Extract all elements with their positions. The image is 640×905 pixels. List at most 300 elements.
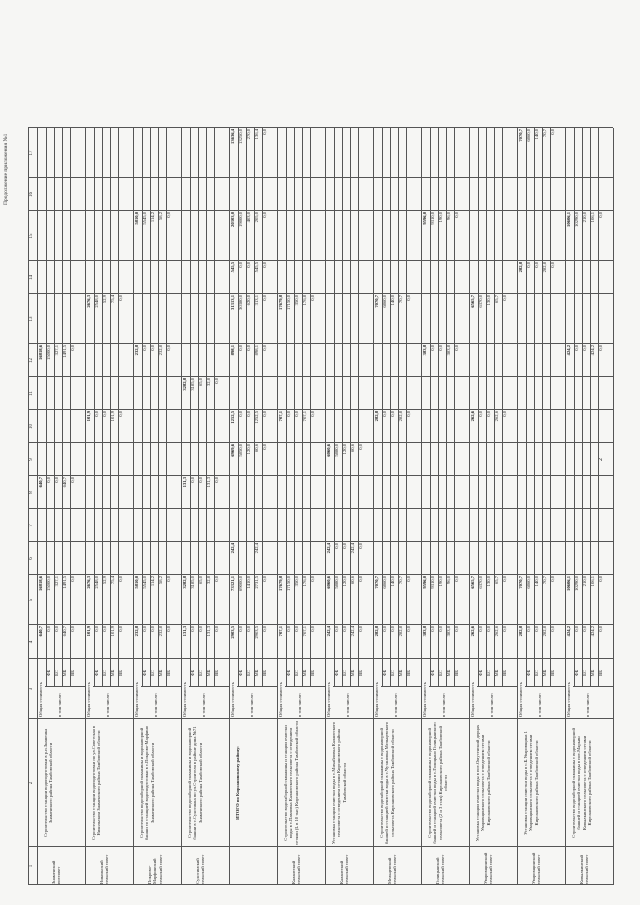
amount-cell: 210,0 [582,576,587,587]
incl-label: в том числе: [441,693,446,717]
amount-cell: 2548,0 [94,576,99,589]
amount-cell: 3282,8 [182,576,187,589]
amount-cell: 707,1 [302,626,307,637]
amount-cell: 6860,0 [382,576,387,589]
amount-cell: 0,0 [142,345,147,351]
amount-cell: 242,4 [326,626,331,637]
total-cost-label: Общая стоимость [326,682,331,717]
grid-line [381,686,421,687]
amount-cell: 0,0 [534,262,539,268]
incl-label: в том числе: [537,693,542,717]
amount-cell: 0,0 [430,345,435,351]
grid-line [573,686,613,687]
amount-cell: 0,0 [262,212,267,218]
amount-cell: 19800,0 [238,212,243,227]
amount-cell: 52,9 [102,295,107,304]
amount-cell: 3282,8 [182,378,187,391]
total-cost-label: Общая стоимость [374,682,379,717]
fund-label: БС [486,670,491,676]
amount-cell: 52,9 [102,576,107,585]
amount-cell: 0,0 [246,626,251,632]
fund-label: БС [246,670,251,676]
grid-line [613,128,614,885]
fund-label: ВБ [454,670,459,676]
amount-cell: 0,0 [534,626,539,632]
amount-cell: 6860,0 [382,295,387,308]
amount-cell: 545,5 [254,262,259,273]
amount-cell: 383,8 [446,345,451,356]
amount-cell: 6565,7 [470,295,475,308]
column-header: 16 [29,192,34,197]
amount-cell: 0,0 [118,626,123,632]
grid-line [28,718,613,719]
fund-label: БС [438,670,443,676]
amount-cell: 640,7 [38,626,43,637]
amount-cell: 101,9 [110,411,115,422]
amount-cell: 0,0 [430,626,435,632]
amount-cell: 6060,6 [326,444,331,457]
column-header: 10 [29,424,34,429]
amount-cell: 30380,0 [238,295,243,310]
amount-cell: 282,8 [374,411,379,422]
amount-cell: 0,0 [246,411,251,417]
amount-cell: 0,0 [550,129,555,135]
amount-cell: 140,0 [390,576,395,587]
amount-cell: 0,0 [598,626,603,632]
settlement-name [243,848,275,884]
fund-label: МБ [542,669,547,677]
amount-cell: 383,8 [422,345,427,356]
incl-label: в том числе: [393,693,398,717]
amount-cell: 898,1 [230,345,235,356]
amount-cell: 424,2 [566,345,571,356]
amount-cell: 75,4 [110,576,115,585]
fund-label: БС [534,670,539,676]
amount-cell: 120,0 [342,444,347,455]
amount-cell: 7070,7 [374,295,379,308]
grid-line [85,128,86,885]
object-description: Строительство водозаборной скважины и водонапорной башни в с.Сухотинка по ул.Строителя в районе дома №71 Знаменского района Тамбовской области [187,726,203,840]
amount-cell: 140,0 [534,129,539,140]
total-cost-label: Общая стоимость [38,682,43,717]
column-header: 17 [29,150,34,156]
fund-label: ФБ [526,669,531,677]
grid-line [477,686,517,687]
amount-cell: 282,8 [542,626,547,637]
amount-cell: 242,4 [230,543,235,554]
amount-cell: 6969,6 [230,444,235,457]
incl-label: в том числе: [585,693,590,717]
amount-cell: 0,0 [70,576,75,582]
fund-label: ВБ [310,670,315,676]
amount-cell: 96,0 [446,212,451,221]
amount-cell: 424,2 [566,626,571,637]
amount-cell: 0,0 [54,477,59,483]
amount-cell: 101,9 [86,626,91,637]
amount-cell: 106,1 [590,212,595,223]
amount-cell: 282,8 [398,411,403,422]
amount-cell: 0,0 [574,345,579,351]
amount-cell: 32,8 [206,576,211,585]
object-description: Установка станции очистки воды в пос.Омутенский дорцах Уваровщинского сельсовета с отведением сетями Кирсановского района Тамбовской области [475,724,491,842]
column-header: 11 [29,391,34,396]
settlement-name: Ковылкинский сельский совет [579,854,590,884]
object-description: Строительство водозаборной скважины с водонапорной башней и станцией очистки воды в с.Чутановка Мельцевского сельсовета Кирсановского района Тамбовской области [379,721,395,845]
amount-cell: 0,0 [262,295,267,301]
amount-cell: 0,0 [390,626,395,632]
amount-cell: 0,0 [214,477,219,483]
amount-cell: 190,0 [438,576,443,587]
amount-cell: 0,0 [294,411,299,417]
amount-cell: 15000,0 [46,345,51,360]
amount-cell: 383,8 [422,626,427,637]
amount-cell: 0,0 [238,345,243,351]
amount-cell: 6060,6 [326,576,331,589]
column-header: 9 [29,458,34,461]
amount-cell: 0,0 [550,262,555,268]
grid-line [285,686,325,687]
amount-cell: 31313,1 [230,295,235,310]
fund-label: МБ [206,669,211,677]
settlement-name: Мельцевский сельский совет [387,854,398,884]
object-description: Строительство станции водоподготовки по ул.Советская в Никольском Знаменского района Тамбовской области [91,725,102,841]
fund-label: ФБ [46,669,51,677]
amount-cell: 130,0 [486,576,491,587]
amount-cell: 707,1 [278,411,283,422]
amount-cell: 640,7 [62,626,67,637]
amount-cell: 0,0 [478,411,483,417]
amount-cell: 106,1 [590,576,595,587]
amount-cell: 0,0 [382,411,387,417]
amount-cell: 17679,8 [278,295,283,310]
amount-cell: 5545,0 [142,212,147,225]
fund-label: ФБ [334,669,339,677]
budget-table [28,9,620,885]
amount-cell: 0,0 [94,411,99,417]
amount-cell: 0,0 [166,626,171,632]
object-description: Строительство водозаборной скважины с водонапорной башней и станцией очистки воды в пос.Марьин Ковылкинского сельсовета с отведением сетями Кирсановского района Тамбовской области [571,728,593,838]
amount-cell: 20303,0 [230,212,235,227]
column-header: 15 [29,233,34,239]
amount-cell: 0,0 [94,626,99,632]
amount-cell: 190,0 [438,212,443,223]
amount-cell: 0,0 [358,543,363,549]
settlement-name: Покрово-Марфинский сельский совет [147,854,163,884]
fund-label: ФБ [286,669,291,677]
total-cost-label: Общая стоимость [86,682,91,717]
amount-cell: 282,8 [518,626,523,637]
amount-cell: 0,0 [406,626,411,632]
settlement-name: Знаменский поссовет [51,860,62,884]
amount-cell: 242,4 [350,543,355,554]
object-description: Строительство водозаборной скважины и станции очистки воды в с.Павловка Калаисского сельсовета с отведением сетями (L в 10 тыс) Кирсановского района Тамбовской области [283,721,299,845]
amount-cell: 13250,0 [238,129,243,144]
amount-cell: 0,0 [382,626,387,632]
amount-cell: 350,0 [294,295,299,306]
total-cost-label: Общая стоимость [278,682,283,717]
object-description: Строительство водозаборной скважины и водонапорной башни со станцией водоподготовки в с.Покрово-Марфино Знаменского района Тамбовской области [139,725,155,841]
column-header: 6 [29,557,34,560]
amount-cell: 0,0 [582,626,587,632]
amount-cell: 282,8 [542,262,547,273]
settlement-name: Уваровщинский сельский совет [531,852,542,884]
amount-cell: 0,0 [118,411,123,417]
amount-cell: 0,0 [150,345,155,351]
grid-line [141,686,181,687]
total-cost-label: Общая стоимость [566,682,571,717]
grid-line [517,128,518,885]
fund-label: ФБ [478,669,483,677]
amount-cell: 0,0 [310,411,315,417]
settlement-name: Голицынский сельский совет [435,854,446,884]
amount-cell: 10290,0 [574,576,579,591]
fund-label: БС [102,670,107,676]
amount-cell: 0,0 [46,626,51,632]
amount-cell: 640,7 [62,477,67,488]
amount-cell: 0,0 [486,626,491,632]
grid-line [28,128,29,885]
amount-cell: 0,0 [118,295,123,301]
amount-cell: 0,0 [198,626,203,632]
column-header: 3 [29,687,34,691]
amount-cell: 0,0 [166,576,171,582]
amount-cell: 0,0 [478,626,483,632]
amount-cell: 282,8 [374,626,379,637]
amount-cell: 0,0 [310,576,315,582]
amount-cell: 0,0 [486,411,491,417]
column-header: 12 [29,358,34,363]
fund-label: ВБ [166,670,171,676]
column-header: 2 [29,781,34,785]
amount-cell: 17150,0 [286,576,291,591]
amount-cell: 0,0 [526,626,531,632]
fund-label: ФБ [574,669,579,677]
amount-cell: 0,0 [438,626,443,632]
settlement-name: Уваровщинский сельский совет [483,852,494,884]
fund-label: МБ [446,669,451,677]
fund-label: ФБ [382,669,387,677]
amount-cell: 5880,0 [334,444,339,457]
fund-label: ВБ [550,670,555,676]
grid-line [93,686,133,687]
fund-label: МБ [350,669,355,677]
object-description: Строительство водозаборной скважины с водонапорной башней и станцией очистки воды в с.Голицыно Голицынского сельсовета (2 и 3 этап) Кирсановского района Тамбовской области [427,722,449,844]
amount-cell: 0,0 [102,626,107,632]
amount-cell: 176,8 [302,295,307,306]
amount-cell: 65,0 [198,576,203,585]
amount-cell: 0,0 [406,411,411,417]
fund-label: МБ [590,669,595,677]
total-cost-label: Общая стоимость [134,682,139,717]
amount-cell: 16818,6 [38,576,43,591]
amount-cell: 0,0 [294,626,299,632]
amount-cell: 0,0 [342,543,347,549]
amount-cell: 0,0 [70,626,75,632]
column-header: 5 [29,598,34,602]
amount-cell: 17150,0 [286,295,291,310]
amount-cell: 5850,0 [238,444,243,457]
grid-line [429,686,469,687]
amount-cell: 1252,5 [254,411,259,424]
amount-cell: 0,0 [262,262,267,268]
fund-label: МБ [302,669,307,677]
amount-cell: 0,0 [454,576,459,582]
amount-cell: 0,0 [334,543,339,549]
amount-cell: 0,0 [238,626,243,632]
amount-cell: 232,8 [158,626,163,637]
amount-cell: 1252,5 [230,411,235,424]
fund-label: ФБ [430,669,435,677]
amount-cell: 70,7 [542,129,547,138]
fund-label: МБ [62,669,67,677]
amount-cell: 0,0 [54,626,59,632]
incl-label: в том числе: [105,693,110,717]
amount-cell: 131,3 [206,477,211,488]
total-cost-label: Общая стоимость [230,682,235,717]
amount-cell: 282,8 [398,626,403,637]
fund-label: ФБ [94,669,99,677]
fund-label: БС [390,670,395,676]
amount-cell: 1491,5 [62,345,67,358]
amount-cell: 0,0 [150,626,155,632]
amount-cell: 6860,0 [526,129,531,142]
grid-line [237,686,277,687]
amount-cell: 403,0 [246,212,251,223]
settlement-name: Калаисский сельский совет [339,854,350,884]
fund-label: ВБ [598,670,603,676]
amount-cell: 15000,0 [46,576,51,591]
amount-cell: 58,2 [158,212,163,221]
amount-cell: 101,9 [110,626,115,637]
amount-cell: 0,0 [46,477,51,483]
amount-cell: 313,1 [254,295,259,306]
fund-label: БС [198,670,203,676]
amount-cell: 327,1 [54,345,59,356]
amount-cell: 0,0 [550,576,555,582]
amount-cell: 120,0 [342,576,347,587]
amount-cell: 0,0 [166,212,171,218]
amount-cell: 0,0 [198,477,203,483]
amount-cell: 0,0 [358,626,363,632]
amount-cell: 0,0 [310,295,315,301]
incl-label: в том числе: [153,693,158,717]
amount-cell: 0,0 [598,345,603,351]
amount-cell: 0,0 [598,212,603,218]
amount-cell: 0,0 [574,626,579,632]
appendix-caption: Продолжение приложения №1 [3,133,9,205]
amount-cell: 0,0 [70,477,75,483]
amount-cell: 32,8 [206,378,211,387]
amount-cell: 65,0 [198,378,203,387]
fund-label: БС [54,670,59,676]
column-header: 7 [29,524,34,527]
fund-label: МБ [254,669,259,677]
amount-cell: 60,6 [350,576,355,585]
amount-cell: 2548,0 [94,295,99,308]
amount-cell: 242,4 [350,626,355,637]
incl-label: в том числе: [57,693,62,717]
amount-cell: 262,6 [470,411,475,422]
amount-cell: 640,7 [38,477,43,488]
amount-cell: 707,1 [302,411,307,422]
amount-cell: 262,6 [470,626,475,637]
amount-cell: 0,0 [334,626,339,632]
fund-label: БС [582,670,587,676]
amount-cell: 6565,7 [470,576,475,589]
amount-cell: 0,0 [502,411,507,417]
amount-cell: 0,0 [358,444,363,450]
amount-cell: 232,8 [158,345,163,356]
object-description: ИТОГО по Кирсановскому району: [235,746,240,820]
object-description: Установка станции очистки воды в с.Б.Уваровщина 1 Уваровщинского сельсовета с отведением сетями Кирсановского района Тамбовской области [523,731,539,835]
column-header: 13 [29,316,34,322]
amount-cell: 3185,0 [190,378,195,391]
fund-label: ВБ [406,670,411,676]
amount-cell: 65,7 [494,576,499,585]
settlement-name: Никольский сельский совет [99,854,110,884]
amount-cell: 2903,5 [254,626,259,639]
grid-line [333,686,373,687]
fund-label: ФБ [142,669,147,677]
amount-cell: 0,0 [262,444,267,450]
amount-cell: 205,0 [254,212,259,223]
total-cost-label: Общая стоимость [422,682,427,717]
amount-cell: 0,0 [190,626,195,632]
amount-cell: 0,0 [342,626,347,632]
amount-cell: 6860,0 [526,576,531,589]
amount-cell: 131,3 [182,477,187,488]
amount-cell: 262,6 [494,626,499,637]
total-cost-label: Общая стоимость [182,682,187,717]
amount-cell: 10606,1 [566,212,571,227]
fund-label: БС [294,670,299,676]
fund-label: ВБ [358,670,363,676]
amount-cell: 73321,1 [230,576,235,591]
amount-cell: 242,4 [254,543,259,554]
total-cost-label: Общая стоимость [518,682,523,717]
amount-cell: 0,0 [262,345,267,351]
amount-cell: 327,1 [54,576,59,587]
amount-cell: 0,0 [214,626,219,632]
fund-label: ВБ [118,670,123,676]
amount-cell: 0,0 [70,345,75,351]
amount-cell: 2903,5 [230,626,235,639]
amount-cell: 424,2 [590,345,595,356]
amount-cell: 0,0 [142,626,147,632]
amount-cell: 114,2 [150,212,155,223]
amount-cell: 75,4 [110,295,115,304]
amount-cell: 232,8 [134,626,139,637]
amount-cell: 1410,0 [246,576,251,589]
amount-cell: 0,0 [262,411,267,417]
amount-cell: 6370,0 [478,295,483,308]
amount-cell: 270,0 [246,129,251,140]
amount-cell: 5545,0 [142,576,147,589]
amount-cell: 0,0 [238,262,243,268]
amount-cell: 0,0 [238,411,243,417]
fund-label: БС [342,670,347,676]
incl-label: в том числе: [249,693,254,717]
amount-cell: 0,0 [262,129,267,135]
amount-cell: 131,3 [182,626,187,637]
grid-line [373,128,374,885]
amount-cell: 0,0 [454,345,459,351]
amount-cell: 10606,1 [566,576,571,591]
incl-label: в том числе: [201,693,206,717]
amount-cell: 136,4 [254,129,259,140]
amount-cell: 0,0 [502,626,507,632]
amount-cell: 898,1 [254,345,259,356]
